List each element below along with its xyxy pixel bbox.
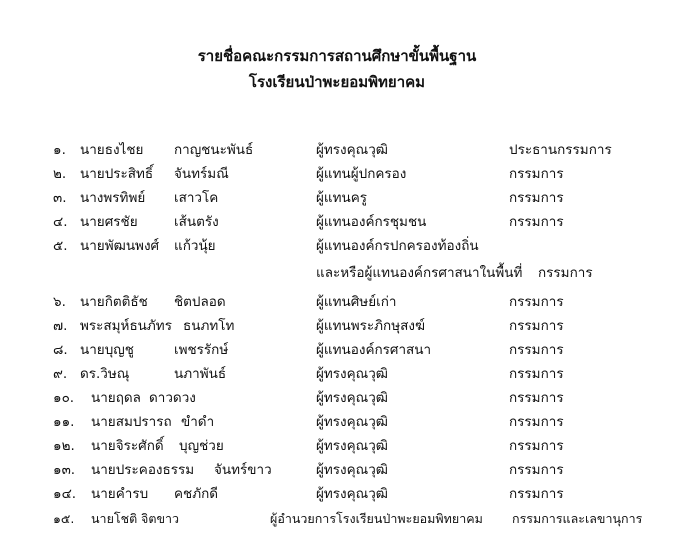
member-number: ๘. [53,342,68,358]
member-role: ผู้อำนวยการโรงเรียนป่าพะยอมพิทยาคม [270,511,483,526]
member-position: กรรมการ [509,318,564,334]
member-number: ๙. [53,366,68,382]
member-last-name: จันทร์ขาว [214,462,272,478]
member-first-name: นายสมปรารถ [91,414,172,430]
member-last-name: ธนภทโท [183,318,235,334]
member-first-name: ดร.วิษณุ [80,366,130,382]
member-position: กรรมการ [509,294,564,310]
member-position: กรรมการ [509,190,564,206]
member-row [0,339,674,361]
member-role: ผู้แทนองค์กรศาสนา [316,342,432,358]
member-number: ๑. [53,142,66,158]
member-row [0,411,674,433]
member-row [0,187,674,209]
member-number: ๑๑. [53,414,75,430]
member-row [0,363,674,385]
member-number: ๔. [53,214,68,230]
member-position: กรรมการ [509,390,564,406]
member-row [0,211,674,233]
member-last-name: เพชรรักษ์ [174,342,229,358]
member-row [0,235,674,257]
member-last-name: ขำดำ [181,414,215,430]
member-first-name: นายจิระศักดิ์ [91,438,164,454]
member-position: กรรมการ [509,462,564,478]
member-role: ผู้ทรงคุณวุฒิ [316,462,388,478]
member-position: กรรมการและเลขานุการ [512,511,643,526]
member-first-name: นายกิตติธัช [80,294,148,310]
member-last-name: คชภักดี [174,486,219,502]
school-name: โรงเรียนป่าพะยอมพิทยาคม [248,73,426,91]
member-row [0,435,674,457]
member-row [0,387,674,409]
member-row [0,291,674,313]
member-position: กรรมการ [509,214,564,230]
member-position: กรรมการ [509,438,564,454]
member-first-name: นายธงไชย [80,142,144,158]
member-first-name: นายประสิทธิ์ [80,166,154,182]
member-last-name: นภาพันธ์ [174,366,227,382]
member-number: ๕. [53,238,68,254]
document-title: รายชื่อคณะกรรมการสถานศึกษาขั้นพื้นฐาน [197,47,477,65]
member-first-name: นายประคองธรรม [91,462,195,478]
member-last-name: ดาวดวง [149,390,196,406]
member-number: ๑๐. [53,390,75,406]
member-first-name: นายศรชัย [80,214,138,230]
member-role: ผู้ทรงคุณวุฒิ [316,438,388,454]
member-first-name: นายคำรบ [91,486,149,502]
member-row [0,163,674,185]
member-last-name: จันทร์มณี [174,166,229,182]
member-last-name: เสาวโค [174,190,219,206]
member-role: ผู้ทรงคุณวุฒิ [316,414,388,430]
member-first-name: นายโชติ [91,511,138,526]
member-row [0,139,674,161]
member-position: กรรมการ [509,342,564,358]
member-role: ผู้ทรงคุณวุฒิ [316,366,388,382]
member-last-name: บุญช่วย [179,438,224,454]
member-position: ประธานกรรมการ [509,142,612,158]
member-first-name: นายบุญชู [80,342,134,358]
member-role: ผู้แทนครู [316,190,368,206]
member-role: ผู้ทรงคุณวุฒิ [316,142,388,158]
member-role: ผู้แทนพระภิกษุสงฆ์ [316,318,425,334]
member-role: ผู้ทรงคุณวุฒิ [316,390,388,406]
member-row [0,315,674,337]
member-row [0,508,674,530]
member-number: ๒. [53,166,67,182]
member-position: กรรมการ [509,366,564,382]
member-role: ผู้แทนองค์กรปกครองท้องถิ่น [316,238,479,254]
member-last-name: ชิตปลอด [174,294,226,310]
member-number: ๖. [53,294,66,310]
member-last-name: จิตขาว [141,511,180,526]
member-position: กรรมการ [509,166,564,182]
member-role: ผู้แทนผู้ปกครอง [316,166,407,182]
member-position: กรรมการ [538,265,593,281]
member-number: ๑๓. [53,462,76,478]
member-role-continued: และหรือผู้แทนองค์กรศาสนาในพื้นที่ [316,265,523,281]
member-row-continuation [0,262,674,284]
member-last-name: เส้นตรัง [174,214,219,230]
member-first-name: พระสมุห์ธนภัทร [80,318,172,334]
member-role: ผู้แทนศิษย์เก่า [316,294,397,310]
member-position: กรรมการ [509,486,564,502]
member-number: ๑๒. [53,438,75,454]
member-first-name: นางพรทิพย์ [80,190,146,206]
member-number: ๗. [53,318,68,334]
member-role: ผู้ทรงคุณวุฒิ [316,486,388,502]
member-number: ๑๔. [53,486,77,502]
member-last-name: แก้วนุ้ย [174,238,216,254]
member-row [0,483,674,505]
member-last-name: กาญชนะพันธ์ [174,142,254,158]
member-first-name: นายพัฒนพงศ์ [80,238,160,254]
member-row [0,459,674,481]
member-first-name: นายฤดล [91,390,141,406]
member-number: ๓. [53,190,67,206]
member-role: ผู้แทนองค์กรชุมชน [316,214,427,230]
member-number: ๑๕. [53,511,75,526]
member-position: กรรมการ [509,414,564,430]
